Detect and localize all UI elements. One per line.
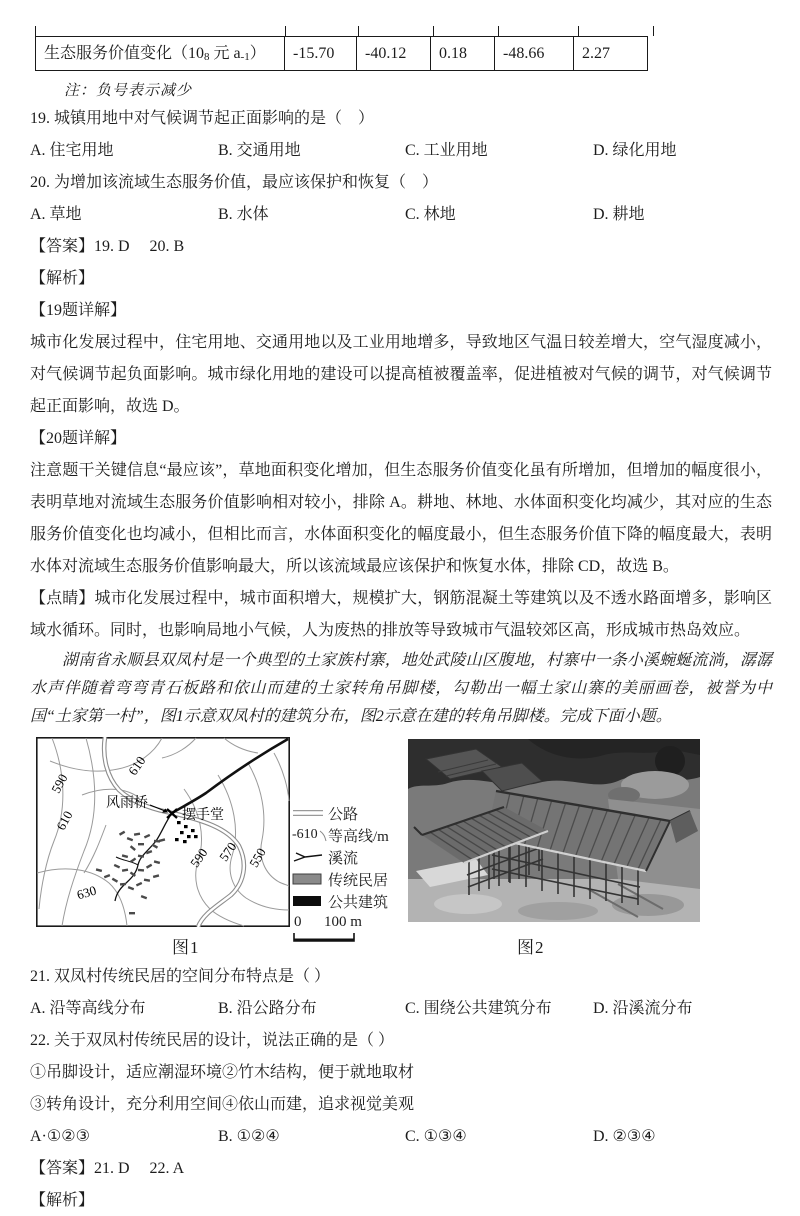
stream-legend-symbol (292, 850, 328, 864)
table-cell: 2.27 (573, 36, 648, 71)
figure2-caption: 图2 (517, 938, 545, 957)
scale-bar-labels (292, 914, 412, 932)
legend-stream-label: 溪流 (328, 850, 359, 867)
option-a: A. 沿等高线分布 (30, 1000, 146, 1017)
legend-stream (292, 846, 412, 868)
bridge-label: 风雨桥 (106, 796, 148, 811)
answer-line-19-20: 【答案】19. D 20. B (30, 238, 185, 255)
table-border-stub (285, 26, 286, 36)
map-legend (292, 802, 412, 949)
legend-road (292, 802, 412, 824)
contour-label-570: 570 (216, 839, 240, 864)
option-d: D. 绿化用地 (593, 142, 677, 159)
contour-label-550: 550 (246, 845, 269, 870)
option-d: D. 耕地 (593, 206, 645, 223)
table-note: 注：负号表示减少 (64, 83, 193, 99)
question-19-stem: 19. 城镇用地中对气候调节起正面影响的是（ ） (30, 110, 375, 127)
map-border (37, 738, 289, 926)
detail-19-body: 城市化发展过程中，住宅用地、交通用地以及工业用地增多，导致地区气温日较差增大，空气湿度减小，对气候调节起负面影响。城市绿化用地的建设可以提高植被覆盖率，促进植被对气候的调节，对气候调节起正面影响，故选 D。 (30, 334, 772, 415)
legend-public (292, 890, 412, 912)
table-border-stub (433, 26, 434, 36)
contour-legend-value: -610 (292, 827, 318, 842)
scale-max: 100 m (324, 914, 362, 930)
option-a: A. 草地 (30, 206, 82, 223)
question-22-stem: 22. 关于双凤村传统民居的设计，说法正确的是（ ） (30, 1032, 395, 1049)
option-c: C. 林地 (405, 206, 456, 223)
contour-label-590-right: 590 (187, 845, 211, 870)
contour-legend-symbol (292, 827, 328, 843)
dwelling-legend-symbol (292, 872, 328, 886)
option-c: C. 工业用地 (405, 142, 488, 159)
option-c: C. ①③④ (405, 1128, 467, 1145)
road-legend-symbol (292, 807, 328, 819)
legend-contour (292, 824, 412, 846)
scale-zero: 0 (294, 914, 302, 930)
legend-road-label: 公路 (328, 806, 359, 823)
table-border-stub (358, 26, 359, 36)
table-cell: -40.12 (356, 36, 431, 71)
contour-label-630: 630 (75, 882, 98, 903)
option-d: D. ②③④ (593, 1128, 656, 1145)
question-20-options (30, 199, 772, 231)
option-b: B. 水体 (218, 206, 269, 223)
question-21-stem: 21. 双凤村传统民居的空间分布特点是（ ） (30, 968, 331, 985)
analysis-label: 【解析】 (30, 1192, 95, 1209)
option-b: B. 交通用地 (218, 142, 301, 159)
table-border-stub (578, 26, 579, 36)
question-21-options (30, 993, 772, 1025)
scale-bar (292, 932, 362, 944)
analysis-label: 【解析】 (30, 270, 95, 287)
table-border-stub (35, 26, 36, 36)
question-22-statements-1-2: ①吊脚设计，适应潮湿环境②竹木结构，便于就地取材 (30, 1064, 415, 1081)
contour-label-590: 590 (48, 771, 71, 796)
legend-dwelling-label: 传统民居 (328, 872, 389, 889)
legend-contour-label: 等高线/m (328, 828, 389, 845)
detail-20-body: 注意题干关键信息“最应该”，草地面积变化增加，但生态服务价值变化虽有所增加，但增加的幅度很小，表明草地对流域生态服务价值影响相对较小，排除 A。耕地、林地、水体面积变化均减少，其对应的生态服务价值变化也均减小，但相比而言，水体面积变化的幅度最小，但生态服务价值下降的幅度最大，表明水体对流域生态服务价值影响最大，所以该流域最应该保护和恢复水体，排除 CD，故选 B。 (30, 462, 772, 575)
option-a: A·①②③ (30, 1128, 90, 1145)
option-a: A. 住宅用地 (30, 142, 114, 159)
contour-label-610-top: 610 (125, 753, 149, 778)
table-cell: 0.18 (430, 36, 495, 71)
option-b: B. ①②④ (218, 1128, 280, 1145)
option-c: C. 围绕公共建筑分布 (405, 1000, 552, 1017)
reading-passage: 湖南省永顺县双凤村是一个典型的土家族村寨，地处武陵山区腹地，村寨中一条小溪蜿蜒流淌，潺潺水声伴随着弯弯青石板路和依山而建的土家转角吊脚楼，勾勒出一幅土家山寨的美丽画卷，被誉为中国“土家第一村”，图1示意双凤村的建筑分布，图2示意在建的转角吊脚楼。完成下面小题。 (30, 652, 772, 725)
legend-public-label: 公共建筑 (328, 894, 389, 911)
hall-label: 摆手堂 (182, 808, 224, 823)
question-22-options (30, 1121, 772, 1153)
question-20-stem: 20. 为增加该流域生态服务价值，最应该保护和恢复（ ） (30, 174, 439, 191)
construction-photo (408, 739, 700, 922)
table-row-label: 生态服务价值变化（108 元 a-1） (35, 36, 285, 71)
contour-label-610-left: 610 (53, 808, 76, 833)
figure1-caption: 图1 (172, 938, 200, 957)
public-legend-symbol (292, 894, 328, 908)
eco-service-value-table (35, 36, 648, 71)
table-cell: -48.66 (494, 36, 574, 71)
option-b: B. 沿公路分布 (218, 1000, 317, 1017)
question-section-21-22 (30, 961, 772, 1216)
table-border-stub (653, 26, 654, 36)
table-border-stub (498, 26, 499, 36)
detail-20-heading: 【20题详解】 (30, 430, 127, 447)
table-cell: -15.70 (284, 36, 357, 71)
figure2-construction-photo (408, 739, 700, 927)
key-point-paragraph: 【点睛】城市化发展过程中，城市面积增大，规模扩大，钢筋混凝土等建筑以及不透水路面增多，影响区域水循环。同时，也影响局地小气候，人为废热的排放等导致城市气温较郊区高，形成城市热岛效应。 (30, 590, 772, 639)
legend-dwelling (292, 868, 412, 890)
question-19-options (30, 135, 772, 167)
option-d: D. 沿溪流分布 (593, 1000, 693, 1017)
figure1-village-map (36, 737, 290, 932)
answer-line-21-22: 【答案】21. D 22. A (30, 1160, 185, 1177)
question-22-statements-3-4: ③转角设计，充分利用空间④依山而建，追求视觉美观 (30, 1096, 415, 1113)
question-section-19-20 (30, 103, 772, 731)
detail-19-heading: 【19题详解】 (30, 302, 127, 319)
